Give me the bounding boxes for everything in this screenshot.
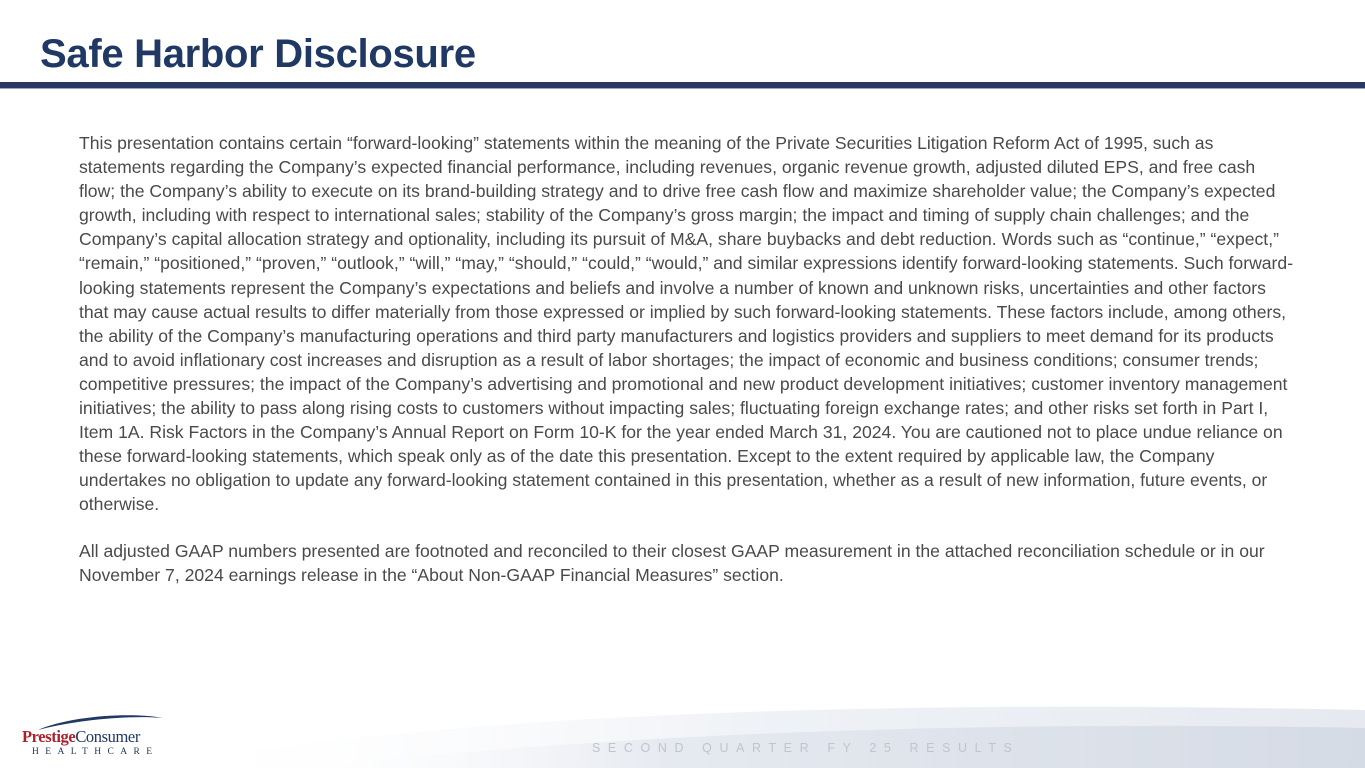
logo-subtitle: HEALTHCARE (32, 747, 159, 757)
title-divider-shadow (0, 88, 1365, 89)
footer-label: SECOND QUARTER FY 25 RESULTS (592, 741, 1020, 755)
disclosure-paragraph-gaap: All adjusted GAAP numbers presented are footnoted and reconciled to their closest GAAP measurement in the attached reconciliation schedule or in our November 7, 2024 earnings release in the “About Non-GAAP Financial Measures” section. (79, 540, 1265, 585)
disclosure-body (79, 131, 1294, 587)
page-title: Safe Harbor Disclosure (40, 32, 476, 76)
footer-swoosh-graphic (0, 690, 1365, 768)
logo-wordmark: PrestigeConsumer (22, 727, 140, 746)
disclosure-paragraph-forward-looking: This presentation contains certain “forward-looking” statements within the meaning of the Private Securities Litigation Reform Act of 1995, such as statements regarding the Company’s expected financial performance, including revenues, organic revenue growth, adjusted diluted EPS, and free cash flow; the Company’s ability to execute on its brand-building strategy and to drive free cash flow and maximize shareholder value; the Company’s expected growth, including with respect to international sales; stability of the Company’s gross margin; the impact and timing of supply chain challenges; and the Company’s capital allocation strategy and optionality, including its pursuit of M&A, share buybacks and debt reduction. Words such as “continue,” “expect,” “remain,” “positioned,” “proven,” “outlook,” “will,” “may,” “should,” “could,” “would,” and similar expressions identify forward-looking statements. Such forward-looking statements represent the Company’s expectations and beliefs and involve a number of known and unknown risks, uncertainties and other factors that may cause actual results to differ materially from those expressed or implied by such forward-looking statements. These factors include, among others, the ability of the Company’s manufacturing operations and third party manufacturers and logistics providers and suppliers to meet demand for its products and to avoid inflationary cost increases and disruption as a result of labor shortages; the impact of economic and business conditions; consumer trends; competitive pressures; the impact of the Company’s advertising and promotional and new product development initiatives; customer inventory management initiatives; the ability to pass along rising costs to customers without impacting sales; fluctuating foreign exchange rates; and other risks set forth in Part I, Item 1A. Risk Factors in the Company’s Annual Report on Form 10-K for the year ended March 31, 2024. You are cautioned not to place undue reliance on these forward-looking statements, which speak only as of the date this presentation. Except to the extent required by applicable law, the Company undertakes no obligation to update any forward-looking statement contained in this presentation, whether as a result of new information, future events, or otherwise. (79, 133, 1294, 515)
company-logo (20, 712, 170, 762)
